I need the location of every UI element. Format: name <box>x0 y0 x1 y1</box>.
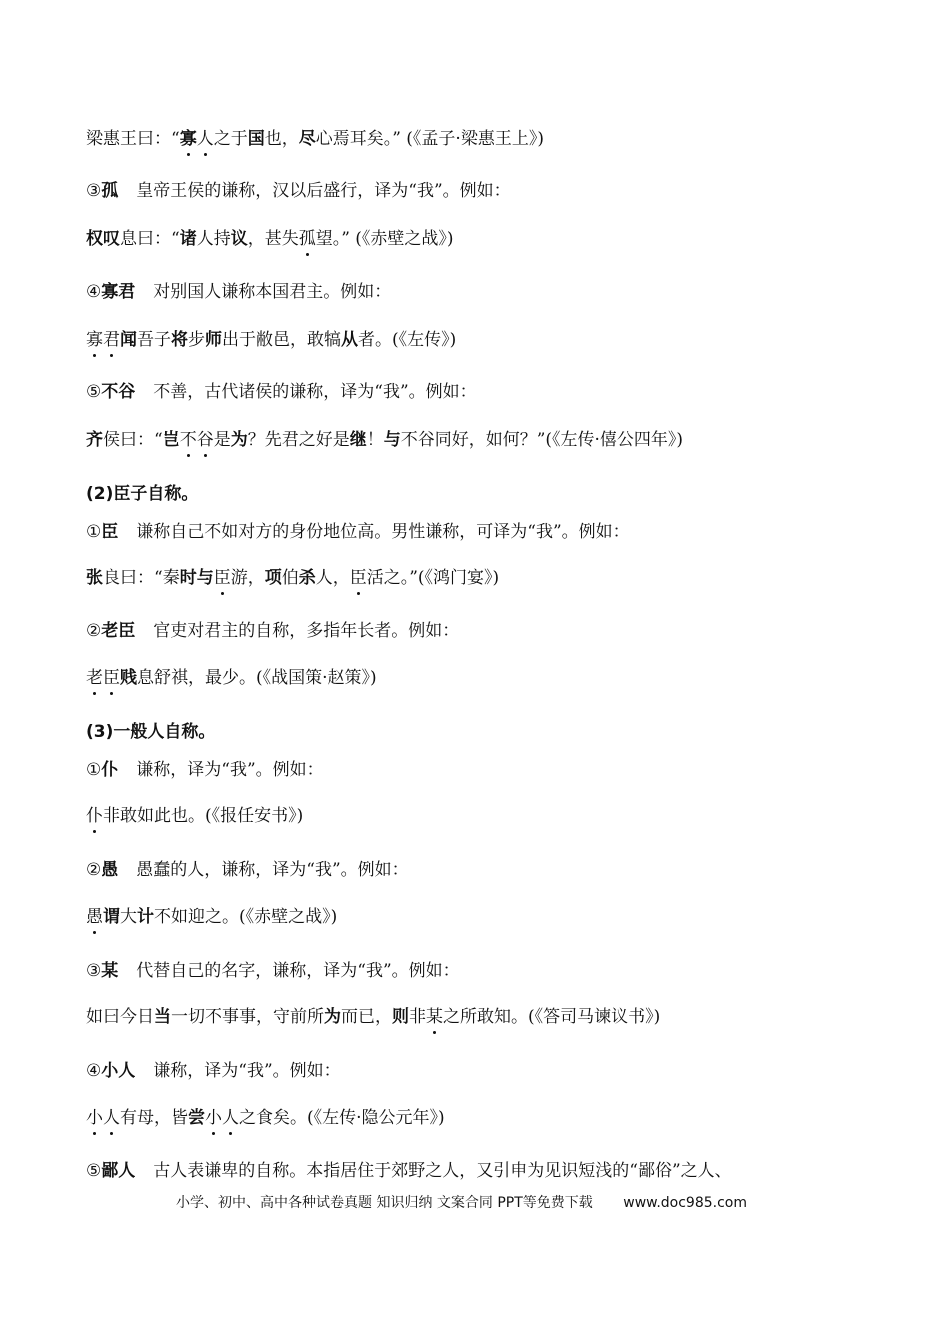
text-segment: 活之。”(《鸿门宴》) <box>366 568 500 588</box>
text-line <box>86 805 303 827</box>
bold-text: 闻 <box>120 330 137 350</box>
text-segment: 人， <box>315 568 350 588</box>
footer-text: 小学、初中、高中各种试卷真题 知识归纳 文案合同 PPT等免费下载 <box>176 1195 593 1211</box>
text-line <box>86 759 324 781</box>
text-segment: ③ <box>86 961 102 981</box>
text-segment: 愚蠢的人，谦称，译为“我”。例如： <box>136 860 409 880</box>
text-segment: 谦称，译为“我”。例如： <box>136 760 324 780</box>
bold-text: 诸 <box>179 229 197 249</box>
emphasized-char: 小 <box>205 1108 222 1128</box>
bold-text: 齐 <box>86 430 103 450</box>
emphasized-char: 人 <box>103 1108 120 1128</box>
text-segment: 也， <box>264 129 299 149</box>
text-segment: 侯曰：“ <box>103 430 163 450</box>
bold-text: 愚 <box>101 860 119 880</box>
bold-text: 张 <box>86 568 103 588</box>
text-segment: 游， <box>230 568 265 588</box>
bold-text: 贱 <box>120 668 137 688</box>
text-segment: ④ <box>86 1061 102 1081</box>
emphasized-char: 仆 <box>86 806 103 826</box>
bold-text: 仆 <box>101 760 119 780</box>
text-segment: 代替自己的名字，谦称，译为“我”。例如： <box>136 961 460 981</box>
text-line <box>86 483 198 505</box>
text-segment: ② <box>86 621 102 641</box>
bold-text: 尝 <box>188 1108 205 1128</box>
text-segment: 步 <box>188 330 205 350</box>
text-segment: 之食矣。(《左传·隐公元年》) <box>239 1108 445 1128</box>
emphasized-char: 老 <box>86 668 103 688</box>
text-segment: 出于敝邑，敢犒 <box>222 330 341 350</box>
emphasized-char: 臣 <box>349 568 367 588</box>
text-segment: 谦称，译为“我”。例如： <box>153 1061 341 1081</box>
bold-text: 师 <box>205 330 222 350</box>
page-footer <box>176 1192 747 1212</box>
text-segment: 息曰：“ <box>120 229 180 249</box>
emphasized-char: 寡 <box>179 129 197 149</box>
bold-text: 与 <box>383 430 401 450</box>
bold-text: 叹 <box>103 229 120 249</box>
text-line <box>86 960 460 982</box>
bold-text: 鄙人 <box>101 1161 136 1181</box>
bold-text: (3)一般人自称。 <box>86 722 216 742</box>
bold-text: 继 <box>349 430 367 450</box>
emphasized-char: 君 <box>103 330 120 350</box>
text-line <box>86 859 409 881</box>
text-segment: 谦称自己不如对方的身份地位高。男性谦称，可译为“我”。例如： <box>136 522 630 542</box>
text-line <box>86 521 630 543</box>
text-line <box>86 906 337 928</box>
text-segment: ④ <box>86 282 102 302</box>
text-segment: 对别国人谦称本国君主。例如： <box>153 282 392 302</box>
emphasized-char: 愚 <box>86 907 103 927</box>
text-segment: 而已， <box>341 1007 392 1027</box>
text-segment: 不谷同好，如何？”(《左传·僖公四年》) <box>400 430 684 450</box>
text-segment: 心焉耳矣。” (《孟子·梁惠王上》) <box>315 129 544 149</box>
bold-text: 为 <box>230 430 248 450</box>
text-segment: 官吏对君主的自称，多指年长者。例如： <box>153 621 460 641</box>
text-line <box>86 1160 732 1182</box>
text-line <box>86 281 391 303</box>
bold-text: 时与 <box>179 568 214 588</box>
bold-text: 臣 <box>101 522 119 542</box>
text-segment: 皇帝王侯的谦称，汉以后盛行，译为“我”。例如： <box>136 181 511 201</box>
text-segment: 是 <box>213 430 231 450</box>
text-segment: 人持 <box>196 229 231 249</box>
text-segment: 非敢如此也。(《报任安书》) <box>103 806 304 826</box>
text-segment: 不善，古代诸侯的谦称，译为“我”。例如： <box>153 382 477 402</box>
text-line <box>86 228 454 250</box>
bold-text: 当 <box>154 1007 171 1027</box>
emphasized-char: 孤 <box>298 229 316 249</box>
text-segment: 伯 <box>281 568 299 588</box>
emphasized-char: 小 <box>86 1108 103 1128</box>
text-segment: ！ <box>366 430 384 450</box>
text-line <box>86 1107 445 1129</box>
text-segment: 有母，皆 <box>120 1108 188 1128</box>
bold-text: 不谷 <box>101 382 136 402</box>
text-line <box>86 667 377 689</box>
emphasized-char: 谷 <box>196 430 214 450</box>
text-segment: 息舒祺，最少。(《战国策·赵策》) <box>137 668 377 688</box>
text-segment: 梁惠王曰：“ <box>86 129 180 149</box>
text-line <box>86 180 511 202</box>
bold-text: (2)臣子自称。 <box>86 484 199 504</box>
text-segment: 望。” (《赤壁之战》) <box>315 229 454 249</box>
text-line <box>86 128 544 150</box>
bold-text: 杀 <box>298 568 316 588</box>
bold-text: 寡君 <box>101 282 136 302</box>
bold-text: 项 <box>264 568 282 588</box>
text-line <box>86 429 683 451</box>
bold-text: 为 <box>324 1007 341 1027</box>
text-segment: ，甚失 <box>247 229 299 249</box>
bold-text: 国 <box>247 129 265 149</box>
bold-text: 将 <box>171 330 188 350</box>
text-line <box>86 1006 660 1028</box>
bold-text: 谓 <box>103 907 120 927</box>
bold-text: 议 <box>230 229 248 249</box>
text-segment: ① <box>86 522 102 542</box>
text-segment: ⑤ <box>86 1161 102 1181</box>
emphasized-char: 臣 <box>103 668 120 688</box>
text-line <box>86 620 459 642</box>
emphasized-char: 寡 <box>86 330 103 350</box>
text-segment: 不如迎之。(《赤壁之战》) <box>154 907 338 927</box>
emphasized-char: 人 <box>222 1108 239 1128</box>
bold-text: 岂 <box>162 430 180 450</box>
bold-text: 计 <box>137 907 154 927</box>
bold-text: 从 <box>341 330 358 350</box>
text-segment: ① <box>86 760 102 780</box>
bold-text: 则 <box>392 1007 409 1027</box>
emphasized-char: 某 <box>426 1007 443 1027</box>
text-segment: 古人表谦卑的自称。本指居住于郊野之人，又引申为见识短浅的“鄙俗”之人、 <box>153 1161 732 1181</box>
text-line <box>86 1060 341 1082</box>
text-line <box>86 381 477 403</box>
text-segment: 之于 <box>213 129 248 149</box>
text-segment: 如曰今日 <box>86 1007 154 1027</box>
bold-text: 权 <box>86 229 103 249</box>
text-segment: ⑤ <box>86 382 102 402</box>
text-line <box>86 567 499 589</box>
text-segment: 之所敢知。(《答司马谏议书》) <box>443 1007 661 1027</box>
emphasized-char: 不 <box>179 430 197 450</box>
bold-text: 某 <box>101 961 119 981</box>
text-segment: 良曰：“秦 <box>103 568 180 588</box>
emphasized-char: 人 <box>196 129 214 149</box>
bold-text: 小人 <box>101 1061 136 1081</box>
bold-text: 孤 <box>101 181 119 201</box>
text-segment: 大 <box>120 907 137 927</box>
bold-text: 老臣 <box>101 621 136 641</box>
text-line <box>86 329 456 351</box>
text-segment: 吾子 <box>137 330 171 350</box>
footer-url[interactable]: www.doc985.com <box>623 1195 747 1211</box>
text-segment: 者。(《左传》) <box>358 330 457 350</box>
text-segment: ？先君之好是 <box>247 430 350 450</box>
text-segment: ② <box>86 860 102 880</box>
text-segment: 一切不事事，守前所 <box>171 1007 324 1027</box>
text-segment: ③ <box>86 181 102 201</box>
text-line <box>86 721 215 743</box>
text-segment: 非 <box>409 1007 426 1027</box>
bold-text: 尽 <box>298 129 316 149</box>
emphasized-char: 臣 <box>213 568 231 588</box>
